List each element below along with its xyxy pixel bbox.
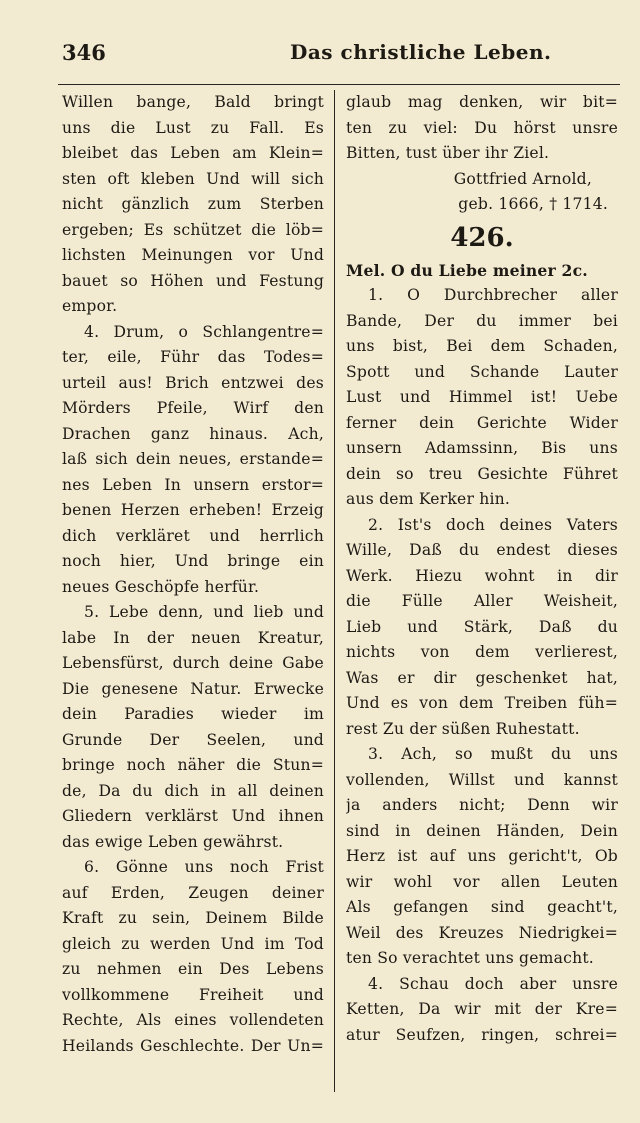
text-line: Mörders Pfeile, Wirf den bbox=[62, 399, 324, 417]
right-column-intro bbox=[346, 90, 618, 167]
text-line: ja anders nicht; Denn wir bbox=[346, 796, 618, 814]
text-line: Die genesene Natur. Erwecke bbox=[62, 679, 324, 698]
text-line: uns bist, Bei dem Schaden, bbox=[346, 337, 618, 355]
text-line: unsern Adamssinn, Bis uns bbox=[346, 439, 618, 457]
text-line: uns die Lust zu Fall. Es bbox=[62, 118, 324, 137]
verse-start-line: 5. Lebe denn, und lieb und bbox=[84, 603, 324, 621]
text-line: Spott und Schande Lauter bbox=[346, 362, 618, 381]
text-line: Bitten, tust über ihr Ziel. bbox=[346, 144, 550, 162]
column-divider bbox=[334, 90, 335, 1092]
text-line: Lust und Himmel ist! Uebe bbox=[346, 388, 618, 406]
text-line: Wille, Daß du endest dieses bbox=[346, 541, 618, 559]
text-line: Lieb und Stärk, Daß du bbox=[346, 617, 618, 636]
text-line: nichts von dem verlierest, bbox=[346, 643, 618, 661]
text-line: glaub mag denken, wir bit= bbox=[346, 93, 618, 111]
text-line: Kraft zu sein, Deinem Bilde bbox=[62, 909, 324, 927]
text-line: urteil aus! Brich entzwei des bbox=[62, 373, 324, 392]
verse-start-line: 4. Schau doch aber unsre bbox=[368, 974, 618, 993]
text-line: nicht gänzlich zum Sterben bbox=[62, 195, 324, 213]
text-line: Und es von dem Treiben füh= bbox=[346, 694, 618, 712]
text-line: Was er dir geschenket hat, bbox=[346, 668, 618, 687]
verse-start-line: 1. O Durchbrecher aller bbox=[368, 286, 618, 304]
text-line: ten So verachtet uns gemacht. bbox=[346, 949, 594, 967]
text-line: dein so treu Gesichte Führet bbox=[346, 464, 618, 483]
page-header bbox=[58, 40, 618, 76]
text-line: Herz ist auf uns gericht't, Ob bbox=[346, 847, 618, 865]
text-line: ferner dein Gerichte Wider bbox=[346, 413, 618, 432]
hymn-number: 426. bbox=[450, 222, 514, 253]
text-line: neues Geschöpfe herfür. bbox=[62, 577, 260, 596]
text-line: laß sich dein neues, erstande= bbox=[62, 450, 324, 468]
text-line: Als gefangen sind geacht't, bbox=[346, 898, 618, 916]
text-line: atur Seufzen, ringen, schrei= bbox=[346, 1025, 618, 1044]
text-line: zu nehmen ein Des Lebens bbox=[62, 960, 324, 978]
right-column-body bbox=[346, 283, 618, 1048]
text-line: labe In der neuen Kreatur, bbox=[62, 628, 324, 647]
text-line: auf Erden, Zeugen deiner bbox=[62, 883, 324, 902]
text-line: bleibet das Leben am Klein= bbox=[62, 144, 324, 162]
verse-start-line: 6. Gönne uns noch Frist bbox=[84, 858, 324, 876]
running-title: Das christliche Leben. bbox=[290, 40, 552, 64]
header-rule bbox=[58, 84, 620, 85]
author-name: Gottfried Arnold, bbox=[453, 169, 592, 188]
text-line: das ewige Leben gewährst. bbox=[62, 832, 284, 851]
author-dates: geb. 1666, † 1714. bbox=[458, 195, 608, 213]
text-line: Lebensfürst, durch deine Gabe bbox=[62, 654, 324, 672]
text-line: aus dem Kerker hin. bbox=[346, 490, 511, 508]
text-line: wir wohl vor allen Leuten bbox=[346, 872, 618, 891]
verse-start-line: 3. Ach, so mußt du uns bbox=[368, 745, 618, 763]
text-line: Bande, Der du immer bei bbox=[346, 311, 618, 330]
text-line: Weil des Kreuzes Niedrigkei= bbox=[346, 923, 618, 942]
text-line: dein Paradies wieder im bbox=[62, 705, 324, 723]
text-line: bauet so Höhen und Festung bbox=[62, 271, 324, 290]
text-line: gleich zu werden Und im Tod bbox=[62, 934, 324, 953]
left-column bbox=[62, 90, 324, 1059]
text-line: Grunde Der Seelen, und bbox=[62, 730, 324, 749]
text-line: die Fülle Aller Weisheit, bbox=[346, 592, 618, 610]
text-line: bringe noch näher die Stun= bbox=[62, 756, 324, 774]
text-line: de, Da du dich in all deinen bbox=[62, 781, 324, 800]
text-line: vollenden, Willst und kannst bbox=[346, 770, 618, 789]
text-line: Willen bange, Bald bringt bbox=[62, 93, 324, 111]
text-line: Drachen ganz hinaus. Ach, bbox=[62, 424, 324, 443]
text-line: Gliedern verklärst Und ihnen bbox=[62, 807, 324, 825]
text-line: ter, eile, Führ das Todes= bbox=[62, 348, 324, 366]
text-line: noch hier, Und bringe ein bbox=[62, 552, 324, 570]
text-line: ergeben; Es schützet die löb= bbox=[62, 220, 324, 239]
text-line: sind in deinen Händen, Dein bbox=[346, 821, 618, 840]
text-line: sten oft kleben Und will sich bbox=[62, 169, 324, 188]
text-line: Werk. Hiezu wohnt in dir bbox=[346, 566, 618, 585]
verse-start-line: 4. Drum, o Schlangentre= bbox=[84, 322, 324, 341]
verse-start-line: 2. Ist's doch deines Vaters bbox=[368, 515, 618, 534]
text-line: benen Herzen erheben! Erzeig bbox=[62, 501, 324, 519]
text-line: Heilands Geschlechte. Der Un= bbox=[62, 1036, 324, 1055]
text-line: dich verkläret und herrlich bbox=[62, 526, 324, 545]
text-line: empor. bbox=[62, 297, 118, 315]
right-column bbox=[346, 90, 618, 1048]
text-line: Ketten, Da wir mit der Kre= bbox=[346, 1000, 618, 1018]
text-line: ten zu viel: Du hörst unsre bbox=[346, 118, 618, 137]
text-line: lichsten Meinungen vor Und bbox=[62, 246, 324, 264]
text-line: Rechte, Als eines vollendeten bbox=[62, 1011, 324, 1029]
text-line: vollkommene Freiheit und bbox=[62, 985, 324, 1004]
page-number: 346 bbox=[62, 40, 106, 65]
text-line: rest Zu der süßen Ruhestatt. bbox=[346, 719, 580, 738]
text-line: nes Leben In unsern erstor= bbox=[62, 475, 324, 494]
melody-line: Mel. O du Liebe meiner 2c. bbox=[346, 260, 588, 280]
